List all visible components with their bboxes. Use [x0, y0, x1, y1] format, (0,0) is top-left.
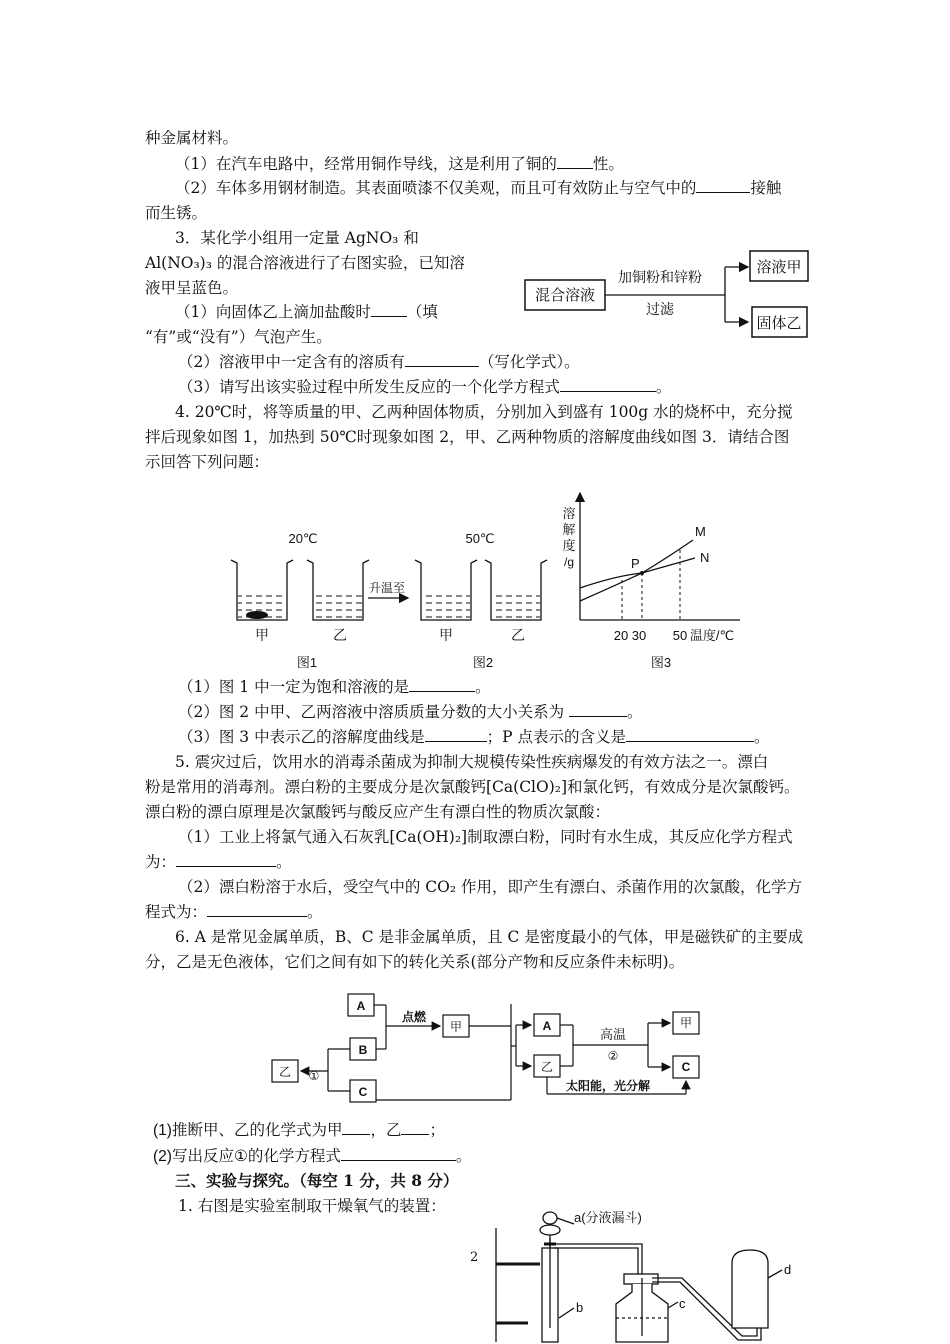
cylinder-label: d — [784, 1262, 792, 1277]
text-line: （1）工业上将氯气通入石灰乳[Ca(OH)₂]制取漂白粉，同时有水生成，其反应化学方程式 — [178, 828, 793, 846]
beaker-label: 甲 — [255, 627, 269, 643]
text: （1）图 1 中一定为饱和溶液的是 — [178, 678, 410, 696]
answer-blank[interactable] — [569, 702, 627, 717]
text-line: 拌后现象如图 1，加热到 50℃时现象如图 2，甲、乙两种物质的溶解度曲线如图 3．请结合图 — [145, 428, 790, 446]
text: ，乙 — [370, 1122, 402, 1139]
y-label-char: 度 — [562, 538, 576, 553]
mixed-solution-label: 混合溶液 — [534, 287, 596, 304]
text: 。 — [276, 853, 292, 871]
text: 。 — [307, 903, 323, 921]
point-P-label: P — [631, 556, 640, 571]
answer-blank[interactable] — [560, 377, 656, 392]
ignite-label: 点燃 — [401, 1010, 427, 1024]
text-line: （2）漂白粉溶于水后，受空气中的 CO₂ 作用，即产生有漂白、杀菌作用的次氯酸，化学方 — [178, 878, 802, 896]
question-line — [145, 902, 323, 922]
text-line: 3．某化学小组用一定量 AgNO₃ 和 — [175, 229, 419, 247]
question-line — [178, 702, 643, 722]
label-yi: 乙 — [278, 1065, 292, 1079]
temp-50-label: 50℃ — [465, 531, 495, 546]
text-line: “有”或“没有”）气泡产生。 — [145, 328, 332, 346]
text: （1）在汽车电路中，经常用铜作导线，这是利用了铜的 — [175, 155, 557, 173]
page-number: 2 — [470, 1250, 479, 1265]
high-temp-label: 高温 — [599, 1027, 627, 1042]
text-line: 漂白粉的漂白原理是次氯酸钙与酸反应产生有漂白性的物质次氯酸： — [145, 803, 611, 821]
text-line: 1. 右图是实验室制取干燥氧气的装置： — [178, 1197, 446, 1215]
question-line — [153, 1120, 445, 1141]
solubility-graph — [562, 493, 740, 670]
figure-caption: 图3 — [650, 655, 672, 670]
question-line — [175, 154, 624, 174]
text: （2）溶液甲中一定含有的溶质有 — [178, 353, 405, 371]
flask-label: b — [576, 1300, 584, 1315]
text: （1）向固体乙上滴加盐酸时 — [175, 303, 371, 321]
text-line: 示回答下列问题： — [145, 453, 270, 471]
answer-blank[interactable] — [696, 178, 750, 193]
beaker-yi-fig1 — [307, 560, 369, 620]
beaker-and-solubility-figure — [225, 488, 755, 676]
text: (2)写出反应①的化学方程式 — [153, 1148, 341, 1165]
text-line: 粉是常用的消毒剂。漂白粉的主要成分是次氯酸钙[Ca(ClO)₂]和氯化钙，有效成分是次氯酸钙。 — [145, 778, 800, 796]
figure-caption: 图1 — [296, 655, 318, 670]
text: 。 — [627, 703, 643, 721]
conversion-flow-diagram — [268, 990, 718, 1110]
answer-blank[interactable] — [176, 852, 276, 867]
question-line — [153, 1146, 471, 1167]
answer-blank[interactable] — [409, 677, 475, 692]
text: (1)推断甲、乙的化学式为甲 — [153, 1122, 343, 1139]
answer-blank[interactable] — [425, 727, 487, 742]
x-tick-label: 50 — [672, 628, 688, 643]
x-axis-label: 温度/℃ — [689, 628, 735, 643]
y-label-char: /g — [563, 555, 575, 569]
label-B: B — [358, 1043, 368, 1057]
text: 。 — [655, 378, 672, 396]
text-line: 5. 震灾过后，饮用水的消毒杀菌成为抑制大规模传染性疾病爆发的有效方法之一。漂白 — [175, 753, 769, 771]
solid-yi-label: 固体乙 — [756, 315, 802, 332]
reagent-label: 加铜粉和锌粉 — [618, 269, 702, 285]
beaker-label: 甲 — [439, 627, 453, 643]
text: 。 — [475, 678, 491, 696]
text: ；P 点表示的含义是 — [486, 728, 626, 746]
text: 。 — [753, 728, 770, 746]
question-line — [178, 377, 671, 397]
question-line — [178, 727, 769, 747]
beaker-jia-fig1 — [231, 560, 293, 620]
text-line: 液甲呈蓝色。 — [145, 279, 239, 297]
label-A: A — [542, 1019, 552, 1033]
text: 。 — [455, 1148, 472, 1165]
text-line: 6. A 是常见金属单质，B、C 是非金属单质，且 C 是密度最小的气体，甲是磁铁矿的主要成 — [175, 928, 804, 946]
answer-blank[interactable] — [557, 154, 593, 169]
beaker-label: 乙 — [333, 627, 347, 643]
text-line: 而生锈。 — [145, 204, 208, 222]
beaker-jia-fig2 — [415, 560, 477, 620]
label-yi: 乙 — [540, 1060, 554, 1074]
y-label-char: 解 — [562, 522, 576, 537]
question-line — [145, 852, 292, 872]
question-line — [178, 352, 580, 372]
answer-blank[interactable] — [626, 727, 754, 742]
answer-blank[interactable] — [371, 302, 407, 317]
text: （2）车体多用钢材制造。其表面喷漆不仅美观，而且可有效防止与空气中的 — [175, 179, 697, 197]
text: 接触 — [750, 179, 782, 197]
bottle-label: c — [679, 1296, 686, 1311]
beaker-label: 乙 — [511, 627, 525, 643]
curve-N-label: N — [700, 550, 710, 565]
heat-arrow-label: 升温至 — [368, 581, 406, 595]
beaker-yi-fig2 — [485, 560, 547, 620]
text-line: Al(NO₃)₃ 的混合溶液进行了右图实验，已知溶 — [145, 254, 465, 272]
text-line: 分，乙是无色液体，它们之间有如下的转化关系(部分产物和反应条件未标明)。 — [145, 953, 685, 971]
text: 性。 — [592, 155, 624, 173]
text: 程式为： — [145, 903, 208, 921]
solution-jia-label: 溶液甲 — [756, 259, 802, 276]
question-line — [178, 677, 491, 697]
label-C: C — [358, 1085, 368, 1099]
text: （填 — [406, 303, 438, 321]
section-heading: 三、实验与探究。（每空 1 分，共 8 分） — [175, 1171, 459, 1190]
temp-20-label: 20℃ — [288, 531, 318, 546]
experiment-flow-diagram — [520, 242, 820, 342]
question-line — [175, 302, 438, 322]
answer-blank[interactable] — [401, 1120, 429, 1135]
text: （3）请写出该实验过程中所发生反应的一个化学方程式 — [178, 378, 560, 396]
y-label-char: 溶 — [562, 506, 576, 521]
text: ； — [429, 1122, 445, 1139]
text: （3）图 3 中表示乙的溶解度曲线是 — [178, 728, 425, 746]
x-tick-labels: 20 30 — [613, 628, 647, 643]
filter-label: 过滤 — [646, 301, 674, 317]
question-line — [175, 178, 781, 198]
answer-blank[interactable] — [405, 352, 479, 367]
curve-M-label: M — [695, 524, 706, 539]
answer-blank[interactable] — [341, 1146, 456, 1161]
label-jia: 甲 — [449, 1020, 463, 1034]
answer-blank[interactable] — [207, 902, 307, 917]
oxygen-apparatus-figure — [482, 1208, 802, 1344]
figure-caption: 图2 — [472, 655, 494, 670]
reaction-2-label: ② — [607, 1049, 619, 1063]
label-C: C — [681, 1060, 691, 1074]
text-line: 种金属材料。 — [145, 129, 239, 147]
text-line: 4. 20℃时，将等质量的甲、乙两种固体物质，分别加入到盛有 100g 水的烧杯中，充分搅 — [175, 403, 793, 421]
solar-label: 太阳能，光分解 — [565, 1079, 651, 1093]
reaction-1-label: ① — [308, 1069, 320, 1083]
funnel-label: a(分液漏斗) — [574, 1210, 642, 1225]
text: 为： — [145, 853, 177, 871]
text: （写化学式）。 — [478, 353, 580, 371]
text: （2）图 2 中甲、乙两溶液中溶质质量分数的大小关系为 — [178, 703, 565, 721]
answer-blank[interactable] — [342, 1120, 370, 1135]
label-A: A — [356, 999, 366, 1013]
label-jia: 甲 — [679, 1016, 693, 1030]
